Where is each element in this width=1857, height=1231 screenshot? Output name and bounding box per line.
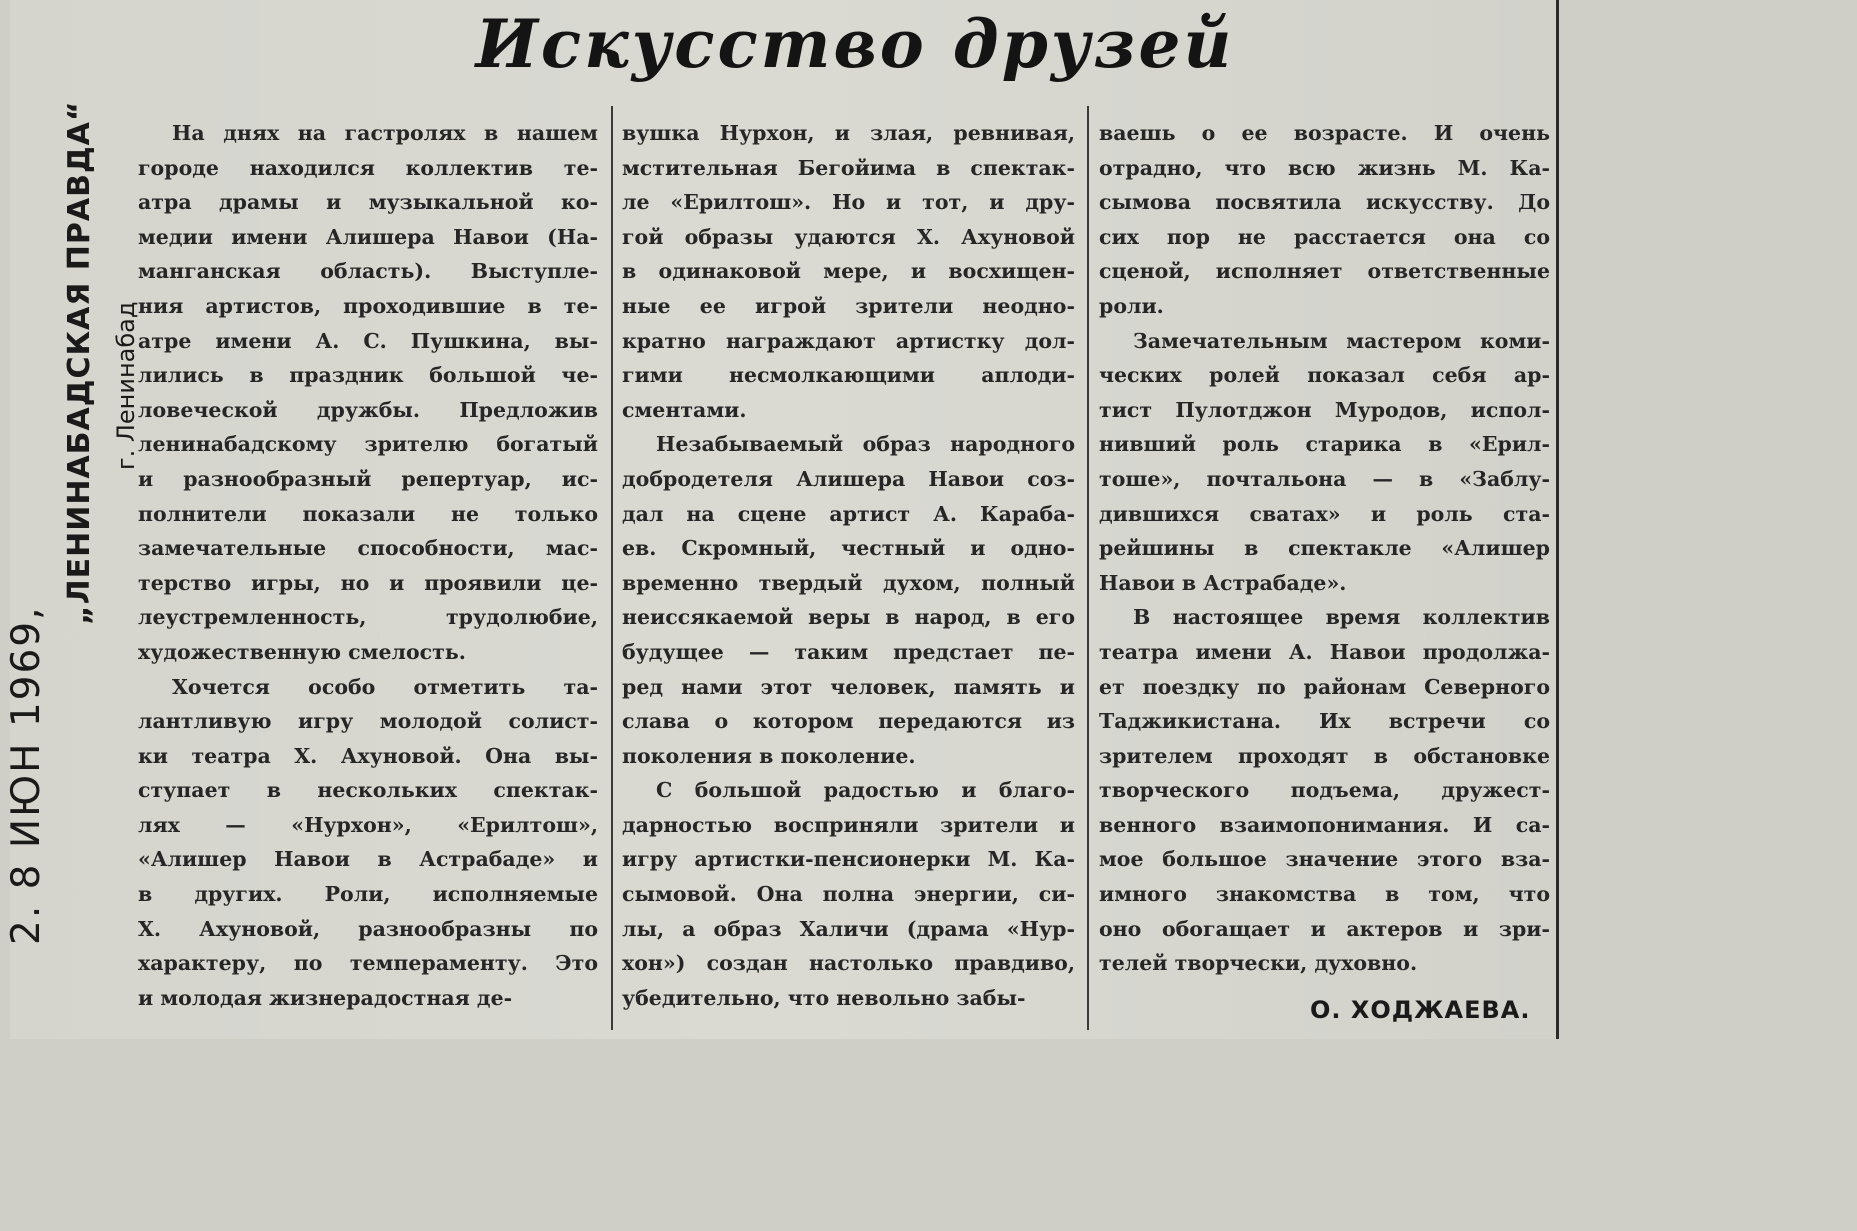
article-line: ные ее игрой зрители неодно- <box>622 293 1075 318</box>
article-line: терство игры, но и проявили це- <box>138 570 598 595</box>
article-line: убедительно, что невольно забы- <box>622 985 1026 1010</box>
article-line: хон») создан настолько правдиво, <box>622 951 1075 976</box>
article-line: дал на сцене артист А. Караба- <box>622 501 1075 526</box>
article-line: характеру, по темпераменту. Это <box>138 951 598 976</box>
article-line: лы, а образ Халичи (драма «Нур- <box>622 916 1075 941</box>
article-line: дарностью восприняли зрители и <box>622 812 1075 837</box>
article-line: Незабываемый образ народного <box>656 432 1075 457</box>
article-line: атре имени А. С. Пушкина, вы- <box>138 328 598 353</box>
column-divider <box>1087 106 1089 1030</box>
article-line: отрадно, что всю жизнь М. Ка- <box>1099 155 1550 180</box>
article-line: в других. Роли, исполняемые <box>138 882 598 907</box>
article-column-3 <box>1099 116 1550 1030</box>
article-line: ленинабадскому зрителю богатый <box>138 432 598 457</box>
article-line: ваешь о ее возрасте. И очень <box>1099 121 1550 145</box>
article-line: сымова посвятила искусству. До <box>1099 190 1550 215</box>
article-line: творческого подъема, дружест- <box>1099 778 1550 803</box>
article-line: вушка Нурхон, и злая, ревнивая, <box>622 121 1075 145</box>
article-line: тоше», почтальона — в «Заблу- <box>1099 466 1550 491</box>
article-column-1 <box>138 116 598 1030</box>
article-line: кратно награждают артистку дол- <box>622 328 1075 353</box>
article-line: Замечательным мастером коми- <box>1133 328 1550 353</box>
date-stamp: 2. 8 ИЮН 1969, <box>4 605 49 945</box>
article-line: художественную смелость. <box>138 639 466 664</box>
article-line: и молодая жизнерадостная де- <box>138 985 513 1010</box>
article-line: Таджикистана. Их встречи со <box>1099 709 1550 734</box>
clipping-edge <box>1556 0 1559 1039</box>
article-line: С большой радостью и благо- <box>656 778 1075 803</box>
article-headline: Искусство друзей <box>475 5 1235 83</box>
article-line: тист Пулотджон Муродов, испол- <box>1099 397 1550 422</box>
article-line: мстительная Бегойима в спектак- <box>622 155 1075 180</box>
article-line: городе находился коллектив те- <box>138 155 598 180</box>
article-line: В настоящее время коллектив <box>1133 605 1550 630</box>
newspaper-name: „ЛЕНИНАБАДСКАЯ ПРАВДА“ <box>62 100 97 625</box>
article-line: поколения в поколение. <box>622 743 916 768</box>
article-line: роли. <box>1099 293 1164 318</box>
article-line: будущее — таким предстает пе- <box>622 639 1075 664</box>
article-line: игру артистки-пенсионерки М. Ка- <box>622 847 1075 872</box>
article-line: ступает в нескольких спектак- <box>138 778 598 803</box>
article-line: неиссякаемой веры в народ, в его <box>622 605 1075 630</box>
article-line: манганская область). Выступле- <box>138 259 598 284</box>
article-line: Х. Ахуновой, разнообразны по <box>138 916 598 941</box>
article-line: слава о котором передаются из <box>622 709 1075 734</box>
article-line: ния артистов, проходившие в те- <box>138 293 598 318</box>
article-line: сценой, исполняет ответственные <box>1099 259 1550 284</box>
article-line: сих пор не расстается она со <box>1099 224 1550 249</box>
article-line: лях — «Нурхон», «Ерилтош», <box>138 812 598 837</box>
article-line: медии имени Алишера Навои (На- <box>138 224 598 249</box>
article-line: временно твердый духом, полный <box>622 570 1075 595</box>
article-line: сымовой. Она полна энергии, си- <box>622 882 1075 907</box>
article-line: ки театра Х. Ахуновой. Она вы- <box>138 743 598 768</box>
article-line: имного знакомства в том, что <box>1099 882 1550 907</box>
article-line: полнители показали не только <box>138 501 598 526</box>
article-line: и разнообразный репертуар, ис- <box>138 466 598 491</box>
article-line: дившихся сватах» и роль ста- <box>1099 501 1550 526</box>
article-column-2 <box>622 116 1075 1030</box>
article-author: О. ХОДЖАЕВА. <box>1310 996 1531 1024</box>
article-line: лантливую игру молодой солист- <box>138 709 598 734</box>
article-line: венного взаимопонимания. И са- <box>1099 812 1550 837</box>
article-line: лились в праздник большой че- <box>138 363 598 388</box>
article-line: Хочется особо отметить та- <box>172 674 598 699</box>
article-line: нивший роль старика в «Ерил- <box>1099 432 1550 457</box>
article-line: ле «Ерилтош». Но и тот, и дру- <box>622 190 1075 215</box>
article-line: ловеческой дружбы. Предложив <box>138 397 598 422</box>
article-line: театра имени А. Навои продолжа- <box>1099 639 1550 664</box>
article-line: ет поездку по районам Северного <box>1099 674 1550 699</box>
article-line: сментами. <box>622 397 747 422</box>
article-line: леустремленность, трудолюбие, <box>138 605 598 630</box>
city-label: г. Ленинабад <box>112 301 140 470</box>
column-divider <box>611 106 613 1030</box>
article-line: «Алишер Навои в Астрабаде» и <box>138 847 598 872</box>
article-line: мое большое значение этого вза- <box>1099 847 1550 872</box>
article-line: добродетеля Алишера Навои соз- <box>622 466 1075 491</box>
article-line: ческих ролей показал себя ар- <box>1099 363 1550 388</box>
article-line: ред нами этот человек, память и <box>622 674 1075 699</box>
article-line: гой образы удаются Х. Ахуновой <box>622 224 1075 249</box>
article-line: замечательные способности, мас- <box>138 536 598 561</box>
article-line: телей творчески, духовно. <box>1099 951 1418 976</box>
article-line: На днях на гастролях в нашем <box>172 121 598 145</box>
article-line: в одинаковой мере, и восхищен- <box>622 259 1075 284</box>
article-line: оно обогащает и актеров и зри- <box>1099 916 1550 941</box>
article-line: рейшины в спектакле «Алишер <box>1099 536 1550 561</box>
article-line: ев. Скромный, честный и одно- <box>622 536 1075 561</box>
article-line: атра драмы и музыкальной ко- <box>138 190 598 215</box>
article-line: гими несмолкающими аплоди- <box>622 363 1075 388</box>
article-line: Навои в Астрабаде». <box>1099 570 1347 595</box>
article-line: зрителем проходят в обстановке <box>1099 743 1550 768</box>
